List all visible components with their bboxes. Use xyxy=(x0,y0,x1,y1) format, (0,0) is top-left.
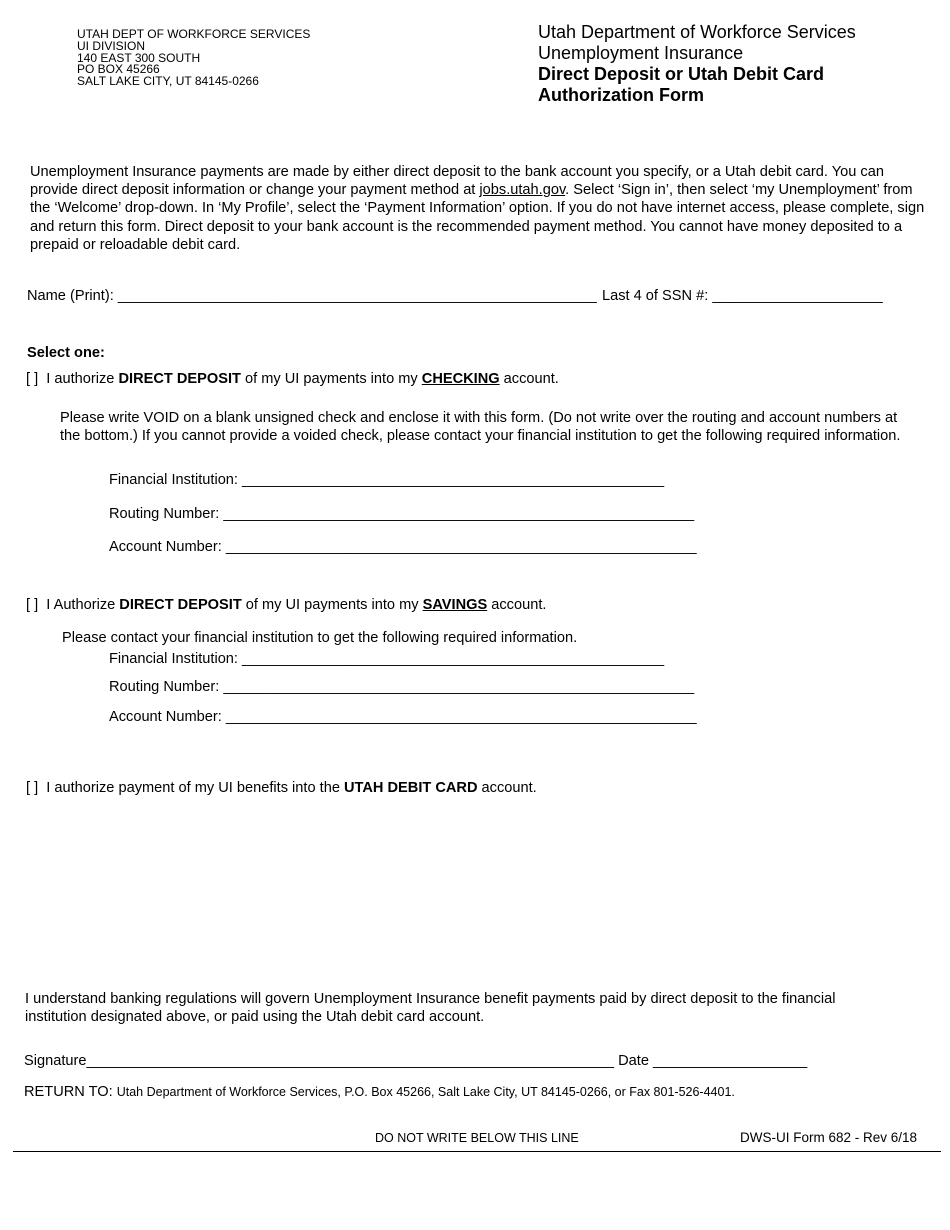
intro-paragraph xyxy=(30,163,925,254)
savings-text-mid: of my UI payments into my xyxy=(241,597,423,613)
debit-text-bold: UTAH DEBIT CARD xyxy=(344,780,478,796)
savings-account-type: SAVINGS xyxy=(422,597,488,613)
ssn-blank[interactable]: _____________________ xyxy=(712,288,883,304)
field-blank[interactable]: ____________________________________________________ xyxy=(242,651,665,667)
field-blank[interactable]: __________________________________________________________ xyxy=(225,539,697,555)
savings-text-bold: DIRECT DEPOSIT xyxy=(119,597,242,613)
checking-text: I authorize xyxy=(46,371,119,387)
jobs-utah-link[interactable]: jobs.utah.gov xyxy=(479,182,566,199)
field-blank[interactable]: __________________________________________________________ xyxy=(223,506,695,522)
field-blank[interactable]: __________________________________________________________ xyxy=(223,679,695,695)
return-to-label: RETURN TO: xyxy=(24,1084,117,1100)
checking-account-type: CHECKING xyxy=(421,371,500,387)
address-line: PO BOX 45266 xyxy=(77,62,160,77)
ssn-field[interactable] xyxy=(602,287,883,305)
checking-text-post: account. xyxy=(499,371,559,387)
field-label: Account Number: xyxy=(109,709,226,725)
savings-checkbox[interactable]: [ ] xyxy=(26,597,39,613)
signature-label: Signature xyxy=(24,1053,87,1069)
checking-financial-institution-field[interactable] xyxy=(109,471,664,489)
name-label: Name (Print): xyxy=(27,288,118,304)
checking-text-bold: DIRECT DEPOSIT xyxy=(118,371,241,387)
field-label: Routing Number: xyxy=(109,679,224,695)
field-blank[interactable]: __________________________________________________________ xyxy=(225,709,697,725)
checking-checkbox[interactable]: [ ] xyxy=(26,371,39,387)
name-field[interactable] xyxy=(27,287,597,305)
banking-regulations-statement: I understand banking regulations will govern Unemployment Insurance benefit payments paid by direct deposit to the financial institution designated above, or paid using the Utah debit card account. xyxy=(25,991,836,1025)
debit-text: I authorize payment of my UI benefits into the xyxy=(46,780,344,796)
field-label: Financial Institution: xyxy=(109,472,243,488)
checking-instructions: Please write VOID on a blank unsigned check and enclose it with this form. (Do not write over the routing and account numbers at the bottom.) If you cannot provide a voided check, please contact your financial institution to get the following required information. xyxy=(60,410,901,444)
address-line: UTAH DEPT OF WORKFORCE SERVICES xyxy=(77,27,311,41)
debit-checkbox[interactable]: [ ] xyxy=(26,780,39,796)
signature-blank[interactable]: _________________________________________________________________ xyxy=(86,1053,615,1069)
savings-financial-institution-field[interactable] xyxy=(109,650,664,668)
debit-card-option[interactable] xyxy=(26,779,537,797)
title-agency: Utah Department of Workforce Services xyxy=(538,22,856,42)
checking-routing-number-field[interactable] xyxy=(109,505,694,523)
do-not-write-notice: DO NOT WRITE BELOW THIS LINE xyxy=(375,1131,579,1145)
name-blank[interactable]: ___________________________________________________________ xyxy=(117,288,597,304)
savings-text-post: account. xyxy=(487,597,547,613)
savings-account-number-field[interactable] xyxy=(109,708,697,726)
return-to xyxy=(24,1083,735,1101)
date-label: Date xyxy=(614,1053,653,1069)
intro-text-2: . Select ‘Sign in’, then select ‘my Unemployment’ from the ‘Welcome’ drop-down. In ‘My Profile’, select the ‘Payment Information’ option. If you do not have internet access, please complete, sign and return this form. Direct deposit to your bank account is the recommended payment method. You cannot have money deposited to a prepaid or reloadable debit card. xyxy=(30,182,925,253)
title-program: Unemployment Insurance xyxy=(538,43,744,63)
agency-address xyxy=(77,29,310,88)
signature-field[interactable] xyxy=(24,1052,807,1070)
field-label: Financial Institution: xyxy=(109,651,243,667)
checking-text-mid: of my UI payments into my xyxy=(240,371,422,387)
savings-instructions: Please contact your financial institution to get the following required information. xyxy=(62,630,578,646)
checking-option[interactable] xyxy=(26,370,559,388)
select-one-heading: Select one: xyxy=(27,345,105,361)
return-to-address: Utah Department of Workforce Services, P.O. Box 45266, Salt Lake City, UT 84145-0266, or Fax 801-526-4401. xyxy=(116,1085,735,1099)
debit-text-post: account. xyxy=(477,780,537,796)
title-form-name: Direct Deposit or Utah Debit Card xyxy=(538,64,825,84)
field-label: Routing Number: xyxy=(109,506,224,522)
divider-line xyxy=(13,1151,941,1152)
field-label: Account Number: xyxy=(109,539,226,555)
checking-account-number-field[interactable] xyxy=(109,538,697,556)
form-number: DWS-UI Form 682 - Rev 6/18 xyxy=(740,1130,918,1145)
ssn-label: Last 4 of SSN #: xyxy=(602,288,713,304)
savings-text: I Authorize xyxy=(46,597,120,613)
title-form-name-2: Authorization Form xyxy=(538,85,704,105)
savings-option[interactable] xyxy=(26,596,546,614)
savings-routing-number-field[interactable] xyxy=(109,678,694,696)
field-blank[interactable]: ____________________________________________________ xyxy=(242,472,665,488)
form-title xyxy=(538,22,856,106)
date-blank[interactable]: ___________________ xyxy=(653,1053,808,1069)
address-line: UI DIVISION xyxy=(77,38,146,53)
address-line: 140 EAST 300 SOUTH xyxy=(77,50,201,65)
address-line: SALT LAKE CITY, UT 84145-0266 xyxy=(77,74,259,89)
intro-text: Unemployment Insurance payments are made by either direct deposit to the bank account you specify, or a Utah debit card. You can provide direct deposit information or change your payment method at xyxy=(30,164,884,199)
